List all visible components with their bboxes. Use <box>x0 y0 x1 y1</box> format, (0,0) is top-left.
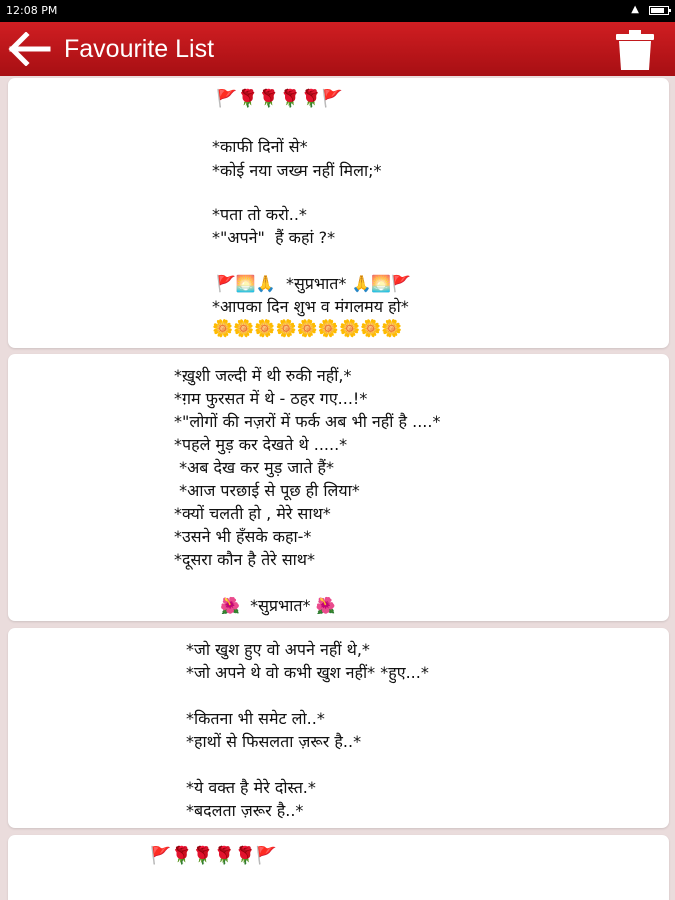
card-line: 🌺 *सुप्रभात* 🌺 <box>220 596 336 615</box>
card-decoration-top: 🚩🌹🌹🌹🌹🚩 <box>216 89 344 109</box>
card-line: *जो खुश हुए वो अपने नहीं थे,* <box>186 640 370 659</box>
card-line: *आपका दिन शुभ व मंगलमय हो* <box>212 297 409 316</box>
card-line: *कितना भी समेट लो..* <box>186 709 325 728</box>
card-line: *काफी दिनों से* <box>212 137 308 156</box>
card-line: *आज परछाई से पूछ ही लिया* <box>174 481 360 500</box>
favourite-list[interactable] <box>0 76 675 900</box>
card-decoration-bottom: 🌼🌼🌼🌼🌼🌼🌼🌼🌼 <box>212 319 403 339</box>
card-line: *"लोगों की नज़रों में फर्क अब भी नहीं है ....* <box>174 412 441 431</box>
app-bar <box>0 22 675 76</box>
card-line: *उसने भी हँसके कहा-* <box>174 527 312 546</box>
card-line: *हाथों से फिसलता ज़रूर है..* <box>186 732 362 751</box>
card-line: *पहले मुड़ कर देखते थे .....* <box>174 435 348 454</box>
back-arrow-icon[interactable] <box>8 32 52 66</box>
card-line: *पता तो करो..* <box>212 205 307 224</box>
card-line: *दूसरा कौन है तेरे साथ* <box>174 550 315 569</box>
favourite-card[interactable] <box>8 628 669 828</box>
delete-icon[interactable] <box>615 29 655 71</box>
favourite-card[interactable] <box>8 354 669 621</box>
card-line: 🚩🌅🙏 *सुप्रभात* 🙏🌅🚩 <box>216 274 412 293</box>
favourite-card[interactable] <box>8 835 669 900</box>
status-time: 12:08 PM <box>6 4 58 17</box>
status-bar <box>0 0 675 22</box>
card-line: *कोई नया जख्म नहीं मिला;* <box>212 161 382 180</box>
card-line: *ग़म फुरसत में थे - ठहर गए...!* <box>174 389 368 408</box>
favourite-card[interactable] <box>8 78 669 348</box>
wifi-icon: ▲ <box>631 4 639 15</box>
card-decoration-top: 🚩🌹🌹🌹🌹🚩 <box>150 846 278 866</box>
card-line: *ये वक्त है मेरे दोस्त.* <box>186 778 316 797</box>
card-line: *ख़ुशी जल्दी में थी रुकी नहीं,* <box>174 366 352 385</box>
page-title: Favourite List <box>64 35 215 63</box>
card-line: *क्यों चलती हो , मेरे साथ* <box>174 504 331 523</box>
card-line: *जो अपने थे वो कभी खुश नहीं* *हुए...* <box>186 663 429 682</box>
card-line: *अब देख कर मुड़ जाते हैं* <box>174 458 335 477</box>
card-line: *"अपने" हैं कहां ?* <box>212 228 336 247</box>
card-line: *बदलता ज़रूर है..* <box>186 801 304 820</box>
battery-icon <box>649 6 669 15</box>
